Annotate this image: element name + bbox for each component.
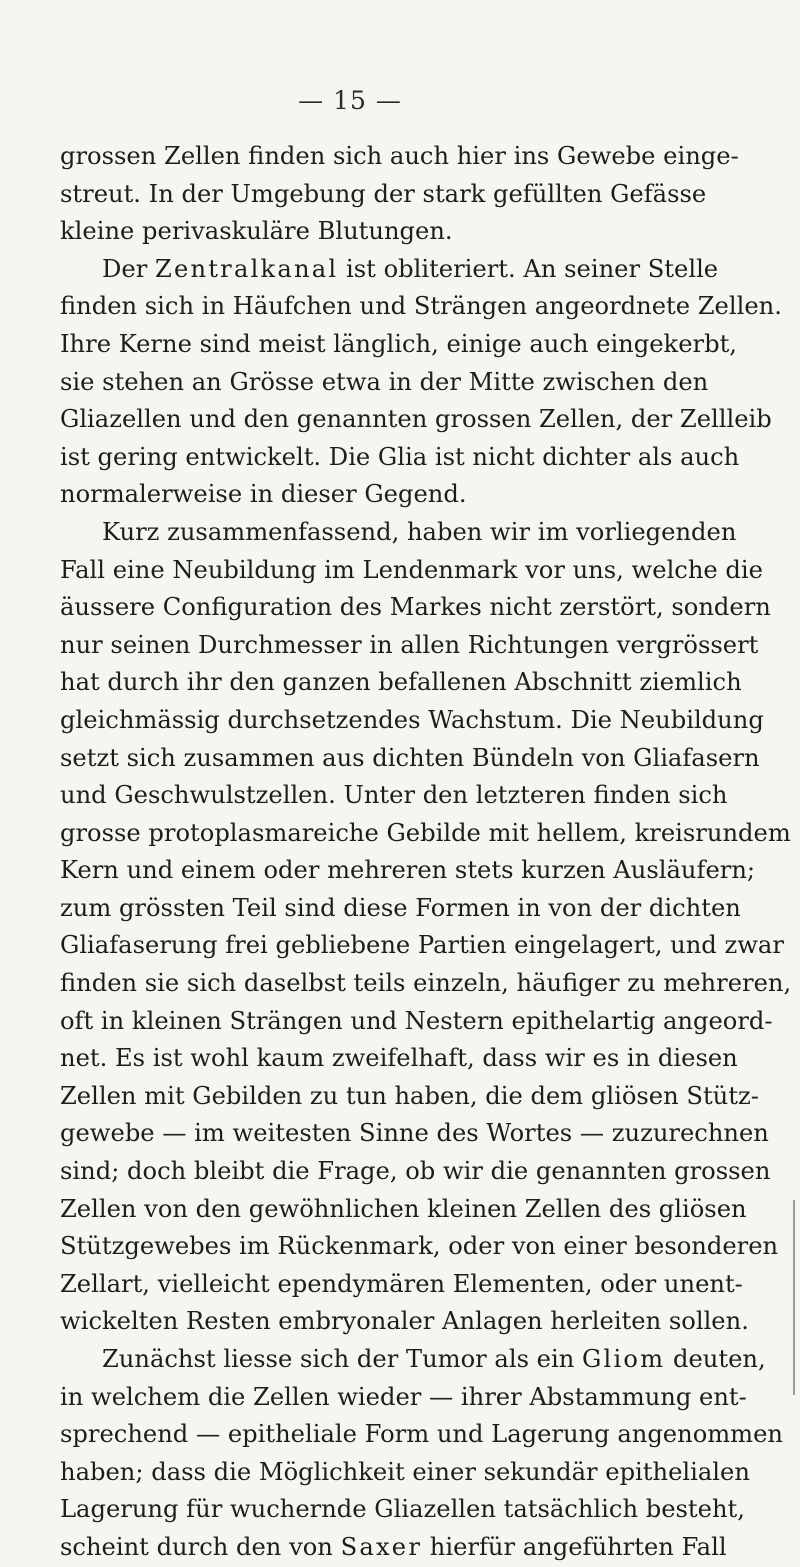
text-segment: Der — [102, 254, 155, 283]
text-line: sie stehen an Grösse etwa in der Mitte zwischen den — [60, 367, 709, 396]
text-line: Stützgewebes im Rückenmark, oder von einer besonderen — [60, 1232, 779, 1261]
text-line: in welchem die Zellen wieder — ihrer Abstammung ent- — [60, 1382, 747, 1411]
text-segment: Zunächst liesse sich der Tumor als ein — [102, 1345, 582, 1373]
text-line: äussere Configuration des Markes nicht zerstört, sondern — [60, 593, 771, 622]
text-line: Kurz zusammenfassend, haben wir im vorliegenden — [102, 517, 737, 546]
text-line: ist gering entwickelt. Die Glia ist nicht dichter als auch — [60, 442, 740, 471]
text-line: normalerweise in dieser Gegend. — [60, 480, 467, 509]
text-line: finden sie sich daselbst teils einzeln, häufiger zu mehreren, — [60, 969, 792, 998]
text-line: net. Es ist wohl kaum zweifelhaft, dass wir es in diesen — [60, 1044, 738, 1073]
text-line: Ihre Kerne sind meist länglich, einige auch eingekerbt, — [60, 329, 737, 358]
text-line: grossen Zellen finden sich auch hier ins Gewebe einge- — [60, 142, 739, 170]
text-line: sprechend — epitheliale Form und Lagerung angenommen — [60, 1420, 784, 1449]
text-line: zum grössten Teil sind diese Formen in von der dichten — [60, 893, 741, 922]
text-line: Zellen von den gewöhnlichen kleinen Zellen des gliösen — [60, 1194, 747, 1223]
scan-edge-mark — [793, 1200, 795, 1395]
emphasized-term: Zentralkanal — [154, 254, 339, 283]
text-line — [60, 1529, 727, 1567]
text-line: oft in kleinen Strängen und Nestern epithelartig angeord- — [60, 1006, 773, 1035]
text-line: kleine perivaskuläre Blutungen. — [60, 217, 453, 246]
text-segment: hierfür angeführten Fall — [422, 1532, 727, 1561]
text-line: Zellart, vielleicht ependymären Elementen, oder unent- — [60, 1269, 743, 1298]
text-line: sind; doch bleibt die Frage, ob wir die genannten grossen — [60, 1157, 771, 1186]
page-number: — 15 — — [298, 86, 402, 115]
text-line: gleichmässig durchsetzendes Wachstum. Die Neubildung — [60, 705, 764, 734]
text-line: gewebe — im weitesten Sinne des Wortes — zuzurechnen — [60, 1119, 769, 1148]
text-line — [60, 1341, 766, 1379]
text-segment: scheint durch den von — [60, 1532, 341, 1561]
text-line: grosse protoplasmareiche Gebilde mit hellem, kreisrundem — [60, 818, 791, 847]
text-line: streut. In der Umgebung der stark gefüllten Gefässe — [60, 179, 707, 208]
text-line: Gliafaserung frei gebliebene Partien eingelagert, und zwar — [60, 931, 784, 960]
text-segment: ist obliteriert. An seiner Stelle — [338, 254, 719, 283]
text-line: und Geschwulstzellen. Unter den letzteren finden sich — [60, 781, 728, 810]
text-segment: deuten, — [665, 1345, 766, 1373]
text-line: nur seinen Durchmesser in allen Richtungen vergrössert — [60, 630, 759, 659]
text-line: Zellen mit Gebilden zu tun haben, die dem gliösen Stütz- — [60, 1081, 759, 1110]
text-line: finden sich in Häufchen und Strängen angeordnete Zellen. — [60, 292, 782, 321]
text-line: Kern und einem oder mehreren stets kurzen Ausläufern; — [60, 856, 756, 885]
text-line: hat durch ihr den ganzen befallenen Abschnitt ziemlich — [60, 668, 742, 697]
text-line: Fall eine Neubildung im Lendenmark vor uns, welche die — [60, 555, 763, 584]
text-line — [60, 251, 719, 289]
text-line: haben; dass die Möglichkeit einer sekundär epithelialen — [60, 1457, 750, 1486]
text-line: wickelten Resten embryonaler Anlagen herleiten sollen. — [60, 1307, 749, 1336]
text-line: Gliazellen und den genannten grossen Zellen, der Zellleib — [60, 405, 772, 434]
emphasized-term: Saxer — [340, 1532, 423, 1561]
body-text — [60, 138, 792, 1567]
emphasized-term: Gliom — [581, 1345, 666, 1373]
text-line: Lagerung für wuchernde Gliazellen tatsächlich besteht, — [60, 1495, 745, 1524]
text-line: setzt sich zusammen aus dichten Bündeln von Gliafasern — [60, 743, 760, 772]
